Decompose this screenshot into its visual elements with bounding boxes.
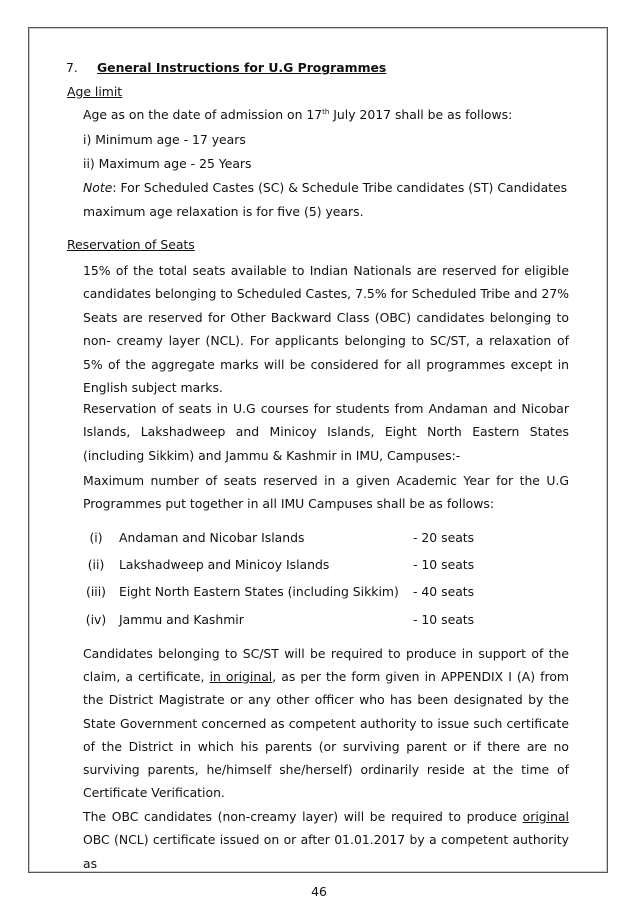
reservation-paragraph-4	[83, 642, 569, 804]
row-seats: - 10 seats	[413, 612, 475, 627]
seat-table-row	[80, 530, 500, 550]
row-region: Andaman and Nicobar Islands	[119, 530, 305, 545]
row-number: (i)	[89, 530, 103, 545]
reservation-paragraph-2: Reservation of seats in U.G courses for students from Andaman and Nicobar Islands, Lakshadweep and Minicoy Islands, Eight North Eastern States (including Sikkim) and Jammu & Kashmir in IMU, Campuses:-	[83, 401, 569, 463]
seat-table-row	[80, 584, 500, 604]
age-note	[83, 180, 567, 195]
reservation-paragraph-1: 15% of the total seats available to Indian Nationals are reserved for eligible candidates belonging to Scheduled Castes, 7.5% for Scheduled Tribe and 27% Seats are reserved for Other Backward Class (OBC) candidates belonging to non- creamy layer (NCL). For applicants belonging to SC/ST, a relaxation of 5% of the aggregate marks will be considered for all programmes except in English subject marks.	[83, 263, 569, 396]
para5-text-end: OBC (NCL) certificate issued on or after 01.01.2017 by a competent authority as	[83, 832, 569, 871]
original-underlined: original	[522, 809, 569, 824]
row-number: (iv)	[85, 612, 107, 627]
section-number: 7.	[66, 60, 78, 75]
age-limit-intro	[83, 107, 512, 122]
row-region: Lakshadweep and Minicoy Islands	[119, 557, 330, 572]
row-seats: - 40 seats	[413, 584, 475, 599]
reservation-paragraph-3: Maximum number of seats reserved in a given Academic Year for the U.G Programmes put together in all IMU Campuses shall be as follows:	[83, 473, 569, 512]
row-seats: - 10 seats	[413, 557, 475, 572]
seat-table-row	[80, 612, 500, 632]
page-number: 46	[311, 884, 327, 899]
age-limit-heading: Age limit	[67, 84, 123, 99]
section-heading	[66, 60, 386, 75]
maximum-age: ii) Maximum age - 25 Years	[83, 156, 252, 171]
reservation-heading: Reservation of Seats	[67, 237, 195, 252]
age-intro-text: Age as on the date of admission on 17	[83, 107, 323, 122]
row-region: Jammu and Kashmir	[119, 612, 244, 627]
para4-text-end: , as per the form given in APPENDIX I (A) from the District Magistrate or any other officer who has been designated by the State Government concerned as competent authority to issue such certificate of the District in which his parents (or surviving parent or if there are no surviving parents, he/himself she/herself) ordinarily reside at the time of Certificate Verification.	[83, 669, 569, 801]
age-intro-text-end: July 2017 shall be as follows:	[329, 107, 513, 122]
row-number: (iii)	[86, 584, 106, 599]
note-text: : For Scheduled Castes (SC) & Schedule Tribe candidates (ST) Candidates	[112, 180, 568, 195]
row-seats: - 20 seats	[413, 530, 475, 545]
para4-text-start: Candidates belonging to SC/ST will be required to produce in support of the claim, a certificate,	[83, 646, 569, 685]
note-label: Note	[83, 180, 113, 195]
age-note-continued: maximum age relaxation is for five (5) years.	[83, 204, 364, 219]
in-original-underlined: in original	[209, 669, 273, 685]
reservation-paragraph-5	[83, 805, 569, 875]
para5-text-start: The OBC candidates (non-creamy layer) will be required to produce	[83, 809, 523, 824]
seat-table-row	[80, 557, 500, 577]
section-title: General Instructions for U.G Programmes	[97, 60, 387, 75]
row-region: Eight North Eastern States (including Sikkim)	[119, 584, 399, 599]
date-superscript: th	[322, 107, 330, 116]
row-number: (ii)	[87, 557, 105, 572]
minimum-age: i) Minimum age - 17 years	[83, 132, 246, 147]
